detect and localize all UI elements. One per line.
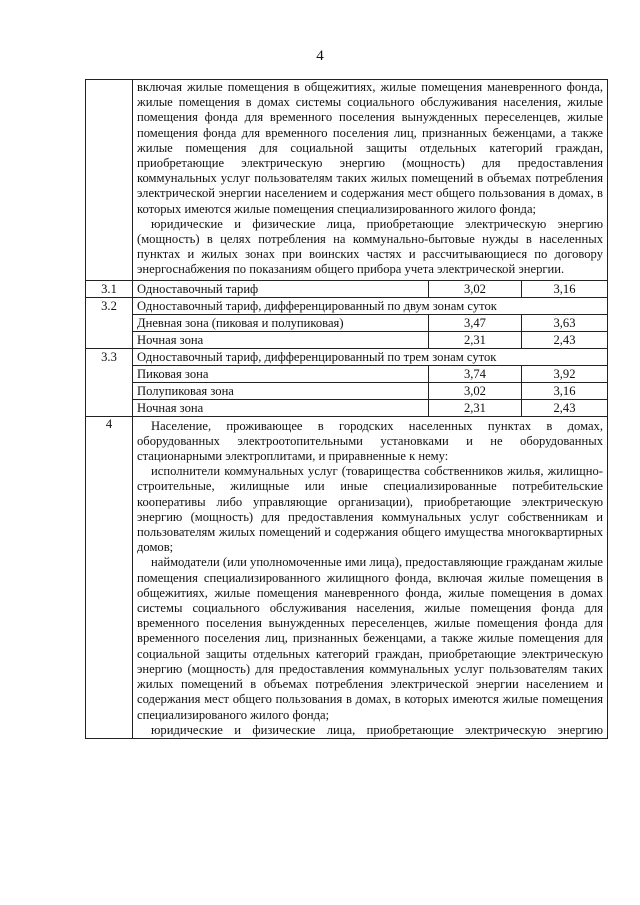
table-row [86,399,608,416]
value-cell: 2,43 [521,331,607,348]
page-number: 4 [316,48,324,64]
table-row [86,348,608,365]
value-cell: 2,31 [428,331,521,348]
row-number: 3.1 [86,280,133,297]
value-cell: 2,43 [521,399,607,416]
table-row-category-4 [86,416,608,738]
row-label: Одноставочный тариф [133,280,429,297]
value-cell: 3,16 [521,382,607,399]
row-label: Ночная зона [133,399,429,416]
table-row [86,365,608,382]
row-label: Одноставочный тариф, дифференцированный по двум зонам суток [133,297,608,314]
paragraph: юридические и физические лица, приобретающие электрическую энергию (мощность) в целях потребления на коммунально-бытовые нужды в населенных пунктах и жилых зонах при воинских частях и рассчитывающиеся по договору энергоснабжения по показаниям общего прибора учета электрической энергии. [137,216,603,277]
value-cell: 3,02 [428,382,521,399]
value-cell: 3,63 [521,314,607,331]
row-label: Ночная зона [133,331,429,348]
value-cell: 3,16 [521,280,607,297]
paragraph: исполнители коммунальных услуг (товарищества собственников жилья, жилищно-строительные, жилищные или иные специализированные потребительские кооперативы либо управляющие организации), приобретающие электрическую энергию (мощность) для предоставления коммунальных услуг собственникам и пользователям жилых помещений и содержания общего имущества многоквартирных домов; [137,464,603,555]
table-row [86,314,608,331]
table-row [86,331,608,348]
row-number: 3.2 [86,297,133,348]
row-label: Одноставочный тариф, дифференцированный по трем зонам суток [133,348,608,365]
table-row [86,280,608,297]
value-cell: 3,47 [428,314,521,331]
value-cell: 3,92 [521,365,607,382]
paragraph: Население, проживающее в городских населенных пунктах в домах, оборудованных электроотопительными установками и не оборудованных стационарными электроплитами, и приравненные к нему: [137,418,603,464]
paragraph: включая жилые помещения в общежитиях, жилые помещения маневренного фонда, жилые помещения в домах системы социального обслуживания населения, жилые помещения фонда для временного поселения вынужденных переселенцев, жилые помещения фонда для временного поселения лиц, признанных беженцами, а также жилые помещения для социальной защиты отдельных категорий граждан, приобретающие электрическую энергию (мощность) для предоставления коммунальных услуг пользователям таких жилых помещений в объемах потребления электрической энергии населением и содержания мест общего пользования в домах, в которых имеются жилые помещения специализированного жилого фонда; [137,80,603,216]
row-label: Пиковая зона [133,365,429,382]
category-description [133,416,608,738]
paragraph: наймодатели (или уполномоченные ими лица), предоставляющие гражданам жилые помещения специализированного жилищного фонда, включая жилые помещения в общежитиях, жилые помещения маневренного фонда, жилые помещения в домах системы социального обслуживания населения, жилые помещения фонда для временного поселения вынужденных переселенцев, жилые помещения фонда для временного поселения лиц, признанных беженцами, а также жилые помещения для социальной защиты отдельных категорий граждан, приобретающие электрическую энергию (мощность) для предоставления коммунальных услуг пользователям таких жилых помещений в объемах потребления электрической энергии населением и содержания мест общего пользования в домах, в которых имеются жилые помещения специализированого жилого фонда; [137,555,603,722]
row-label: Полупиковая зона [133,382,429,399]
row-number: 3.3 [86,348,133,416]
row-label: Дневная зона (пиковая и полупиковая) [133,314,429,331]
value-cell: 2,31 [428,399,521,416]
row-number: 4 [86,416,133,738]
paragraph: юридические и физические лица, приобретающие электрическую энергию [151,722,603,737]
table-row [86,382,608,399]
tariff-table [85,79,608,739]
value-cell: 3,02 [428,280,521,297]
table-row [86,297,608,314]
value-cell: 3,74 [428,365,521,382]
table-row-continued [86,80,608,281]
row-number-blank [86,80,133,281]
category-description [133,80,608,281]
